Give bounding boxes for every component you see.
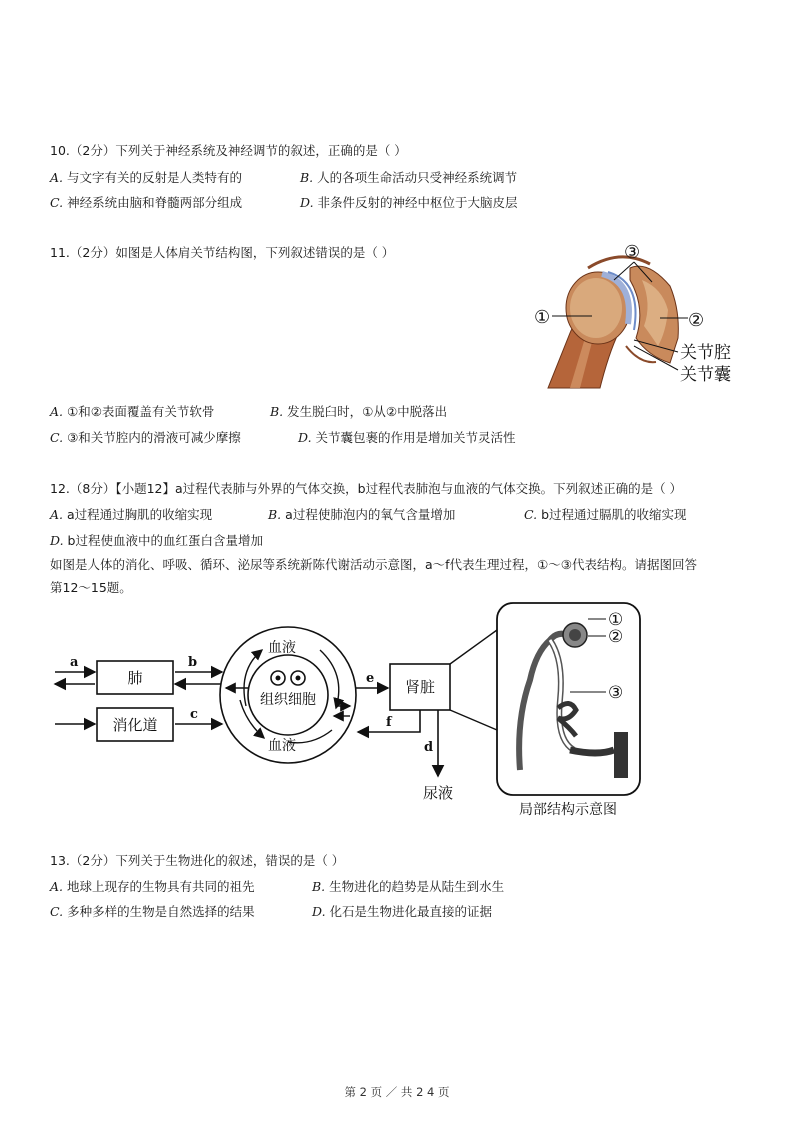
option-text: 人的各项生命活动只受神经系统调节 bbox=[317, 170, 518, 185]
digestive-label: 消化道 bbox=[112, 716, 158, 734]
q12-intro-line2: 第12～15题。 bbox=[50, 580, 132, 595]
option-letter: A. bbox=[50, 879, 64, 894]
q12-option-b[interactable] bbox=[268, 507, 455, 523]
q13-option-b[interactable] bbox=[312, 879, 504, 895]
circle-1: ① bbox=[608, 610, 624, 630]
circle-3: ③ bbox=[608, 683, 624, 703]
q11-option-d[interactable] bbox=[298, 430, 516, 446]
q10-option-c[interactable] bbox=[50, 195, 242, 211]
letter-b: b bbox=[188, 655, 198, 670]
option-letter: D. bbox=[312, 904, 326, 919]
option-text: b过程通过膈肌的收缩实现 bbox=[541, 507, 687, 522]
option-letter: C. bbox=[50, 430, 64, 445]
option-text: 非条件反射的神经中枢位于大脑皮层 bbox=[317, 195, 518, 210]
q11-stem: 11.（2分）如图是人体肩关节结构图，下列叙述错误的是（ ） bbox=[50, 245, 395, 260]
option-letter: D. bbox=[298, 430, 312, 445]
letter-c: c bbox=[190, 707, 198, 722]
nephron-caption: 局部结构示意图 bbox=[519, 802, 617, 818]
shoulder-joint-figure bbox=[530, 238, 750, 396]
q11-option-b[interactable] bbox=[270, 404, 447, 420]
q10-stem: 10.（2分）下列关于神经系统及神经调节的叙述，正确的是（ ） bbox=[50, 143, 407, 158]
option-letter: A. bbox=[50, 404, 64, 419]
option-letter: D. bbox=[50, 533, 64, 548]
tissue-label: 组织细胞 bbox=[260, 692, 316, 708]
q13-stem: 13.（2分）下列关于生物进化的叙述，错误的是（ ） bbox=[50, 853, 345, 868]
option-text: ①和②表面覆盖有关节软骨 bbox=[67, 404, 215, 419]
option-text: 地球上现存的生物具有共同的祖先 bbox=[67, 879, 255, 894]
option-text: a过程通过胸肌的收缩实现 bbox=[67, 507, 213, 522]
option-letter: B. bbox=[268, 507, 282, 522]
q10-option-d[interactable] bbox=[300, 195, 518, 211]
option-text: a过程使肺泡内的氧气含量增加 bbox=[285, 507, 456, 522]
letter-f: f bbox=[386, 715, 392, 730]
label-joint-capsule: 关节囊 bbox=[680, 365, 731, 385]
option-text: 关节囊包裹的作用是增加关节灵活性 bbox=[315, 430, 516, 445]
q11-option-c[interactable] bbox=[50, 430, 241, 446]
option-letter: B. bbox=[312, 879, 326, 894]
option-letter: C. bbox=[50, 195, 64, 210]
option-text: 生物进化的趋势是从陆生到水生 bbox=[329, 879, 505, 894]
q12-option-c[interactable] bbox=[524, 507, 687, 523]
option-text: 化石是生物进化最直接的证据 bbox=[329, 904, 493, 919]
q10-option-a[interactable] bbox=[50, 170, 242, 186]
q13-option-a[interactable] bbox=[50, 879, 255, 895]
q11-option-a[interactable] bbox=[50, 404, 214, 420]
option-text: 神经系统由脑和脊髓两部分组成 bbox=[67, 195, 243, 210]
q13-option-c[interactable] bbox=[50, 904, 255, 920]
q13-option-d[interactable] bbox=[312, 904, 492, 920]
blood-label-bottom: 血液 bbox=[268, 738, 296, 754]
option-letter: C. bbox=[524, 507, 538, 522]
option-letter: C. bbox=[50, 904, 64, 919]
kidney-label: 肾脏 bbox=[404, 678, 436, 696]
q12-option-d[interactable] bbox=[50, 533, 263, 549]
label-joint-cavity: 关节腔 bbox=[680, 343, 731, 363]
label-3: ③ bbox=[624, 242, 641, 263]
lung-label: 肺 bbox=[127, 669, 143, 687]
option-text: 多种多样的生物是自然选择的结果 bbox=[67, 904, 255, 919]
metabolism-diagram bbox=[50, 600, 650, 825]
option-text: 与文字有关的反射是人类特有的 bbox=[67, 170, 243, 185]
blood-label-top: 血液 bbox=[268, 640, 296, 656]
letter-e: e bbox=[366, 671, 375, 686]
q12-option-a[interactable] bbox=[50, 507, 212, 523]
q12-intro-line1: 如图是人体的消化、呼吸、循环、泌尿等系统新陈代谢活动示意图，a～f代表生理过程，①～③代表结构。请据图回答 bbox=[50, 557, 697, 572]
urine-label: 尿液 bbox=[422, 784, 454, 802]
option-letter: A. bbox=[50, 170, 64, 185]
option-text: ③和关节腔内的滑液可减少摩擦 bbox=[67, 430, 241, 445]
option-letter: B. bbox=[300, 170, 314, 185]
option-letter: B. bbox=[270, 404, 284, 419]
q12-stem: 12.（8分）【小题12】a过程代表肺与外界的气体交换，b过程代表肺泡与血液的气体交换。下列叙述正确的是（ ） bbox=[50, 481, 683, 496]
circle-2: ② bbox=[608, 627, 624, 647]
q10-option-b[interactable] bbox=[300, 170, 517, 186]
label-1: ① bbox=[534, 307, 551, 328]
option-letter: A. bbox=[50, 507, 64, 522]
letter-d: d bbox=[424, 740, 434, 755]
option-letter: D. bbox=[300, 195, 314, 210]
option-text: b过程使血液中的血红蛋白含量增加 bbox=[67, 533, 263, 548]
label-2: ② bbox=[688, 310, 705, 331]
page-footer: 第 2 页 ／ 共 2 4 页 bbox=[344, 1085, 450, 1099]
option-text: 发生脱臼时，①从②中脱落出 bbox=[287, 404, 448, 419]
letter-a: a bbox=[70, 655, 79, 670]
collecting-duct bbox=[614, 732, 628, 778]
